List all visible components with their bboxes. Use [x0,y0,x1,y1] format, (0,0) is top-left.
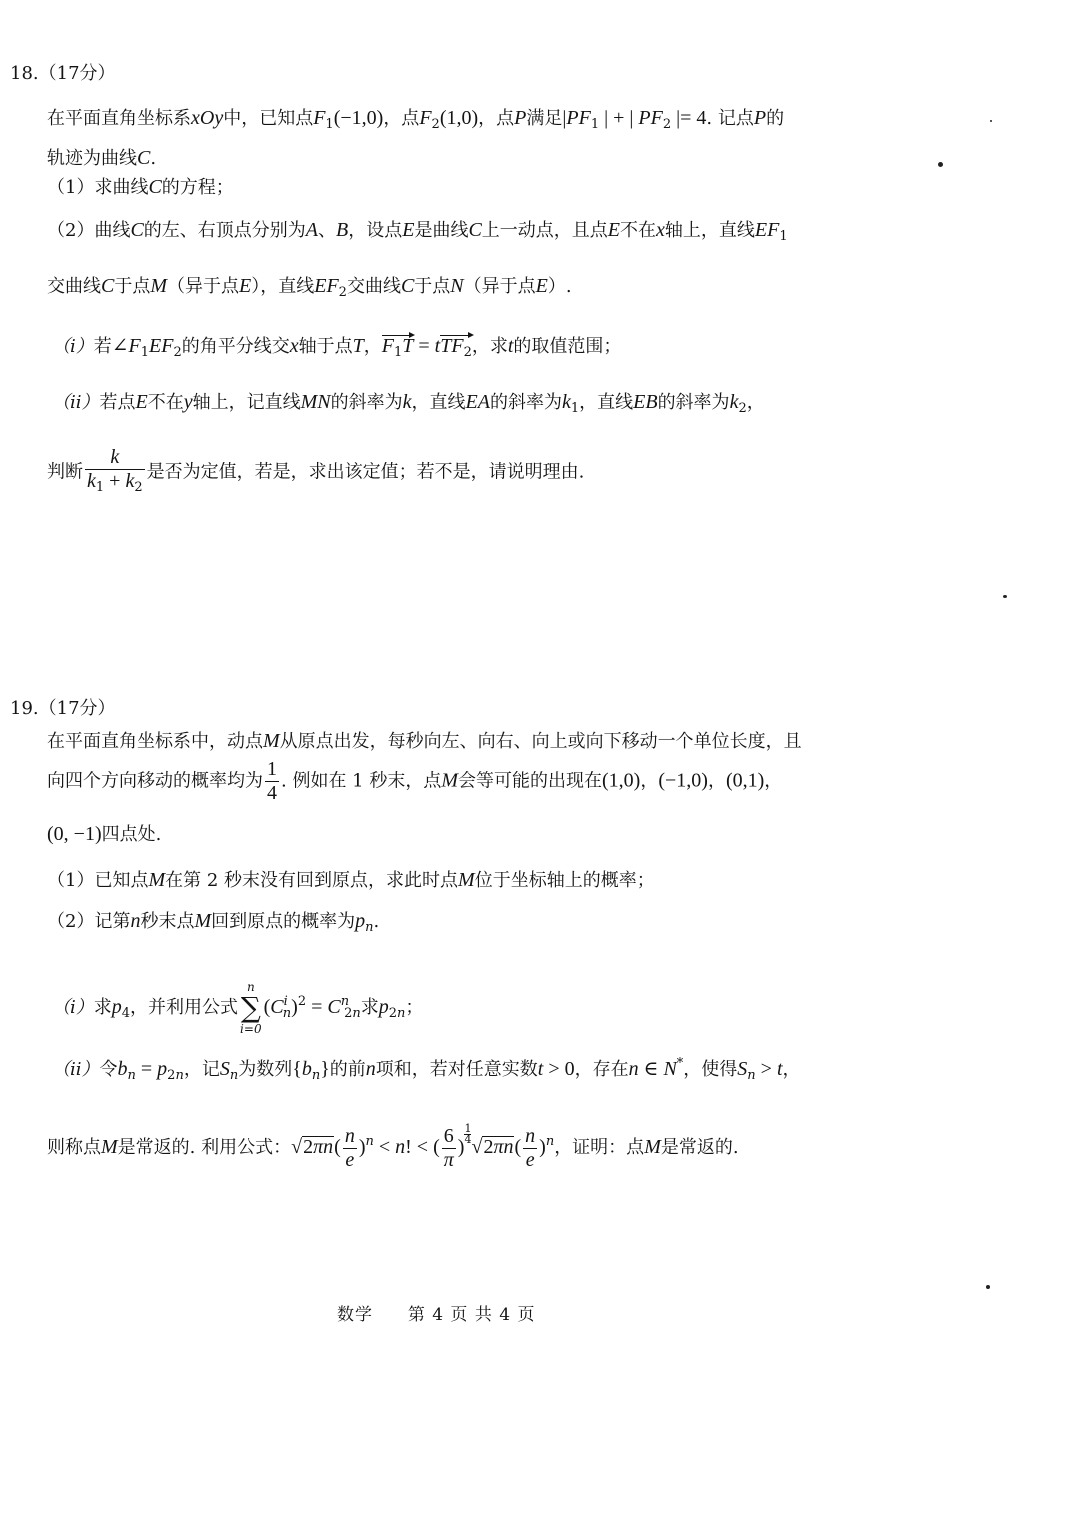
q18-part-2-cont: 交曲线C于点M（异于点E），直线$EF_2$交曲线C于点N（异于点E）. [47,275,572,300]
stirling-upper-sqrt: √2πn [471,1136,514,1158]
q18-sub-i: （i）若$\angle F_1EF_2$的角平分线交x轴于点T，$F_1T = tTF_2$，求t的取值范围； [52,334,621,365]
page-footer [337,1300,535,1325]
q19-sub-i: （i）求$p_4$，并利用公式 n ∑ i=0 $(C^i_n)^2 = C^n_{2n}$求$p_{2n}$； [52,980,424,1036]
q18-intro-line: 在平面直角坐标系xOy中，已知点$F_1(-1,0)$，点$F_2(1,0)$，点P满足$|PF_1$ | + | $PF_2$ |= 4. 记点P的 [47,107,785,132]
scan-speck [990,120,992,122]
scan-speck [986,1285,990,1289]
exponent-one-quarter: $\frac{1}{4}$ [464,1122,472,1146]
q18-intro-line-2: 轨迹为曲线C. [47,147,157,169]
footer-subject: 数学 [337,1305,373,1325]
q19-intro-line-2: 向四个方向移动的概率均为 $\frac{1}{4}$ . 例如在 1 秒末，点M会等可能的出现在(1,0)，(−1,0)，(0,1)， [47,758,783,804]
fraction-one-quarter: $\frac{1}{4}$ [267,758,277,804]
q19-intro-line-3: (0, −1)四点处. [47,823,162,845]
q18-part-1: （1）求曲线C的方程； [47,176,234,198]
q19-part-2: （2）记第n秒末点M回到原点的概率为$p_n$. [47,910,380,935]
vector-f1t: $F_1T$ [382,334,414,365]
q18-header: 18.（17分） [10,63,116,84]
stirling-lower-sqrt: √2πn [291,1136,334,1158]
scan-speck [938,162,943,167]
vector-tf2: $TF_2$ [440,334,472,365]
q18-sub-ii: （ii）若点E不在y轴上，记直线MN的斜率为k，直线EA的斜率为$k_1$，直线EB的斜率为$k_2$， [52,391,765,416]
q18-part-2: （2）曲线C的左、右顶点分别为A、B，设点E是曲线C上一动点，且点E不在x轴上，直线$EF_1$ [47,219,788,244]
q19-part-1: （1）已知点M在第 2 秒末没有回到原点，求此时点M位于坐标轴上的概率； [47,869,655,891]
q18-sub-ii-cont: 判断 $\frac{k}{k_1 + k_2}$ 是否为定值，若是，求出该定值；若不是，请说明理由. [47,446,584,499]
q19-intro-line: 在平面直角坐标系中，动点M从原点出发，每秒向左、向右、向上或向下移动一个单位长度，且 [47,730,802,752]
q19-header: 19.（17分） [10,698,116,719]
q19-sub-ii-cont: 则称点M是常返的. 利用公式：√2πn( $\frac{n}{e}$ )$^n$ < n! < ( $\frac{6}{\pi}$ ) $\frac{1}{4}√2\pi n$( $\frac{n}{e}$ )$^n$，证明：点M是常返的. [47,1122,739,1171]
k-over-k1-plus-k2: $\frac{k}{k_1 + k_2}$ [87,446,143,495]
scan-speck [1003,595,1007,598]
summation-symbol: n ∑ i=0 [240,980,262,1036]
footer-page-number: 第 4 页 共 4 页 [407,1305,536,1325]
q19-sub-ii: （ii）令$b_n = p_{2n}$，记$S_n$为数列$\{b_n\}$的前n项和，若对任意实数t > 0，存在n ∈ N*，使得$S_n > t$， [52,1056,801,1083]
